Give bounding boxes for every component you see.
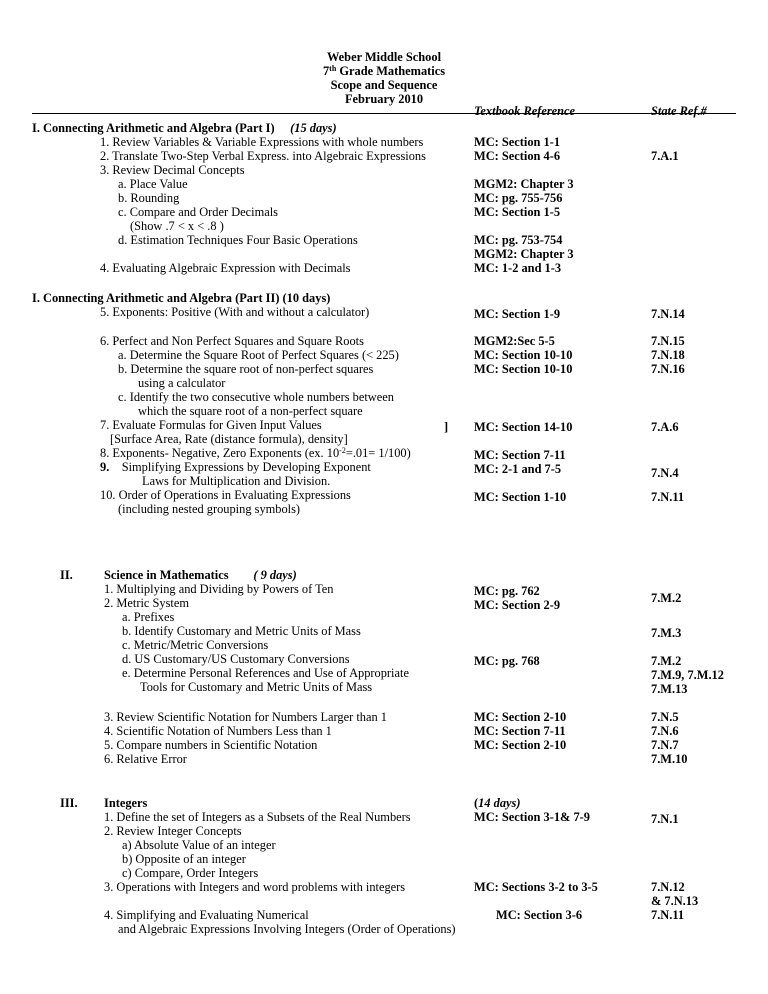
list-item: 6. Relative Error <box>104 752 187 766</box>
list-item: 8. Exponents- Negative, Zero Exponents (ex. $10^{-2}=.01= 1/100$) <box>100 446 411 460</box>
list-item: 7. Evaluate Formulas for Given Input Values <box>100 418 322 432</box>
list-item: a) Absolute Value of an integer <box>122 838 276 852</box>
list-item: b. Determine the square root of non-perfect squares <box>118 362 374 376</box>
textbook-ref: MC: Section 7-11 <box>474 724 566 738</box>
list-item: (Show .7 < x < .8 ) <box>130 219 224 233</box>
textbook-ref: MC: Section 10-10 <box>474 348 573 362</box>
textbook-reference-header: Textbook Reference <box>474 104 576 118</box>
textbook-ref: MC: pg. 762 <box>474 584 540 598</box>
list-item: 1. Define the set of Integers as a Subsets of the Real Numbers <box>104 810 411 824</box>
list-item: 2. Metric System <box>104 596 190 610</box>
textbook-ref: MC: pg. 755-756 <box>474 191 563 205</box>
textbook-ref: MC: pg. 768 <box>474 654 540 668</box>
state-ref: 7.N.11 <box>651 490 685 504</box>
document-title: Scope and Sequence <box>330 78 438 92</box>
state-ref: 7.N.11 <box>651 908 685 922</box>
state-ref: 7.M.10 <box>651 752 688 766</box>
list-item: 6. Perfect and Non Perfect Squares and Square Roots <box>100 334 364 348</box>
state-ref: 7.N.7 <box>651 738 679 752</box>
header-divider <box>32 113 736 114</box>
list-item: b. Identify Customary and Metric Units of Mass <box>122 624 361 638</box>
school-name: Weber Middle School <box>326 50 442 64</box>
section-roman: II. <box>60 568 73 582</box>
state-ref: 7.M.2 <box>651 591 682 605</box>
list-item: 9. Simplifying Expressions by Developing Exponent <box>100 460 371 474</box>
section-roman: III. <box>60 796 78 810</box>
textbook-ref: MC: Section 3-1& 7-9 <box>474 810 590 824</box>
list-item: c. Metric/Metric Conversions <box>122 638 269 652</box>
list-item: (including nested grouping symbols) <box>118 502 301 516</box>
list-item: 1. Review Variables & Variable Expressions with whole numbers <box>100 135 424 149</box>
list-item: 3. Review Decimal Concepts <box>100 163 245 177</box>
list-item: 4. Evaluating Algebraic Expression with Decimals <box>100 261 351 275</box>
list-item: a. Prefixes <box>122 610 175 624</box>
list-item: c) Compare, Order Integers <box>122 866 259 880</box>
list-item: [Surface Area, Rate (distance formula), density] <box>110 432 348 446</box>
state-ref: 7.N.15 <box>651 334 685 348</box>
state-ref: 7.A.1 <box>651 149 679 163</box>
list-item: c. Identify the two consecutive whole numbers between <box>118 390 394 404</box>
list-item: 3. Review Scientific Notation for Numbers Larger than 1 <box>104 710 387 724</box>
textbook-ref: MGM2: Chapter 3 <box>474 177 574 191</box>
state-ref: 7.N.5 <box>651 710 679 724</box>
state-ref: 7.M.2 <box>651 654 682 668</box>
textbook-ref: MC: 1-2 and 1-3 <box>474 261 562 275</box>
list-item: 5. Exponents: Positive (With and without a calculator) <box>100 305 370 319</box>
state-ref: 7.M.3 <box>651 626 682 640</box>
list-item: and Algebraic Expressions Involving Integers (Order of Operations) <box>118 922 456 936</box>
list-item: e. Determine Personal References and Use of Appropriate <box>122 666 409 680</box>
textbook-ref: MC: 2-1 and 7-5 <box>474 462 562 476</box>
state-ref: 7.M.13 <box>651 682 688 696</box>
state-reference-header: State Ref.# <box>651 104 707 118</box>
list-item: Tools for Customary and Metric Units of Mass <box>140 680 373 694</box>
state-ref: 7.N.14 <box>651 307 685 321</box>
list-item: which the square root of a non-perfect square <box>138 404 363 418</box>
textbook-ref: MC: Section 1-10 <box>474 490 567 504</box>
list-item: a. Place Value <box>118 177 188 191</box>
state-ref: & 7.N.13 <box>651 894 699 908</box>
list-item: 2. Translate Two-Step Verbal Express. into Algebraic Expressions <box>100 149 426 163</box>
textbook-ref: MC: Section 3-6 <box>496 908 583 922</box>
textbook-ref: MC: Section 7-11 <box>474 448 566 462</box>
course-title: 7th Grade Mathematics <box>322 64 446 78</box>
list-item: Laws for Multiplication and Division. <box>142 474 331 488</box>
textbook-ref: MC: pg. 753-754 <box>474 233 563 247</box>
list-item: d. US Customary/US Customary Conversions <box>122 652 350 666</box>
list-item: a. Determine the Square Root of Perfect Squares (< 225) <box>118 348 399 362</box>
list-item: 10. Order of Operations in Evaluating Expressions <box>100 488 351 502</box>
list-item: d. Estimation Techniques Four Basic Operations <box>118 233 358 247</box>
section-4-days: (14 days) <box>474 796 521 810</box>
state-ref: 7.N.1 <box>651 812 679 826</box>
textbook-ref: MGM2: Chapter 3 <box>474 247 574 261</box>
section-2-title: I. Connecting Arithmetic and Algebra (Part II) (10 days) <box>32 291 331 305</box>
textbook-ref: MGM2:Sec 5-5 <box>474 334 555 348</box>
list-item: using a calculator <box>138 376 226 390</box>
textbook-ref: MC: Section 1-5 <box>474 205 561 219</box>
textbook-ref: MC: Section 14-10 <box>474 420 573 434</box>
list-item: 5. Compare numbers in Scientific Notation <box>104 738 318 752</box>
textbook-ref: MC: Section 1-9 <box>474 307 561 321</box>
list-item: 3. Operations with Integers and word problems with integers <box>104 880 406 894</box>
textbook-ref: MC: Section 2-9 <box>474 598 561 612</box>
textbook-ref: MC: Section 2-10 <box>474 738 567 752</box>
state-ref: 7.N.16 <box>651 362 685 376</box>
state-ref: 7.N.18 <box>651 348 685 362</box>
section-3-title: Science in Mathematics ( 9 days) <box>104 568 297 582</box>
list-item: 1. Multiplying and Dividing by Powers of Ten <box>104 582 334 596</box>
document-date: February 2010 <box>344 92 424 106</box>
list-item: b. Rounding <box>118 191 180 205</box>
list-item: b) Opposite of an integer <box>122 852 246 866</box>
list-item: 2. Review Integer Concepts <box>104 824 242 838</box>
state-ref: 7.M.9, 7.M.12 <box>651 668 724 682</box>
textbook-ref: MC: Sections 3-2 to 3-5 <box>474 880 598 894</box>
list-item: 4. Simplifying and Evaluating Numerical <box>104 908 309 922</box>
textbook-ref: MC: Section 4-6 <box>474 149 561 163</box>
section-4-title: Integers <box>104 796 148 810</box>
state-ref: 7.N.4 <box>651 466 679 480</box>
textbook-ref: MC: Section 1-1 <box>474 135 561 149</box>
section-1-title: I. Connecting Arithmetic and Algebra (Part I) (15 days) <box>32 121 337 135</box>
state-ref: 7.N.6 <box>651 724 679 738</box>
state-ref: 7.A.6 <box>651 420 679 434</box>
state-ref: 7.N.12 <box>651 880 685 894</box>
list-item: c. Compare and Order Decimals <box>118 205 278 219</box>
list-item: 4. Scientific Notation of Numbers Less than 1 <box>104 724 332 738</box>
textbook-ref: MC: Section 2-10 <box>474 710 567 724</box>
textbook-ref: MC: Section 10-10 <box>474 362 573 376</box>
bracket-mark: ] <box>444 420 449 434</box>
